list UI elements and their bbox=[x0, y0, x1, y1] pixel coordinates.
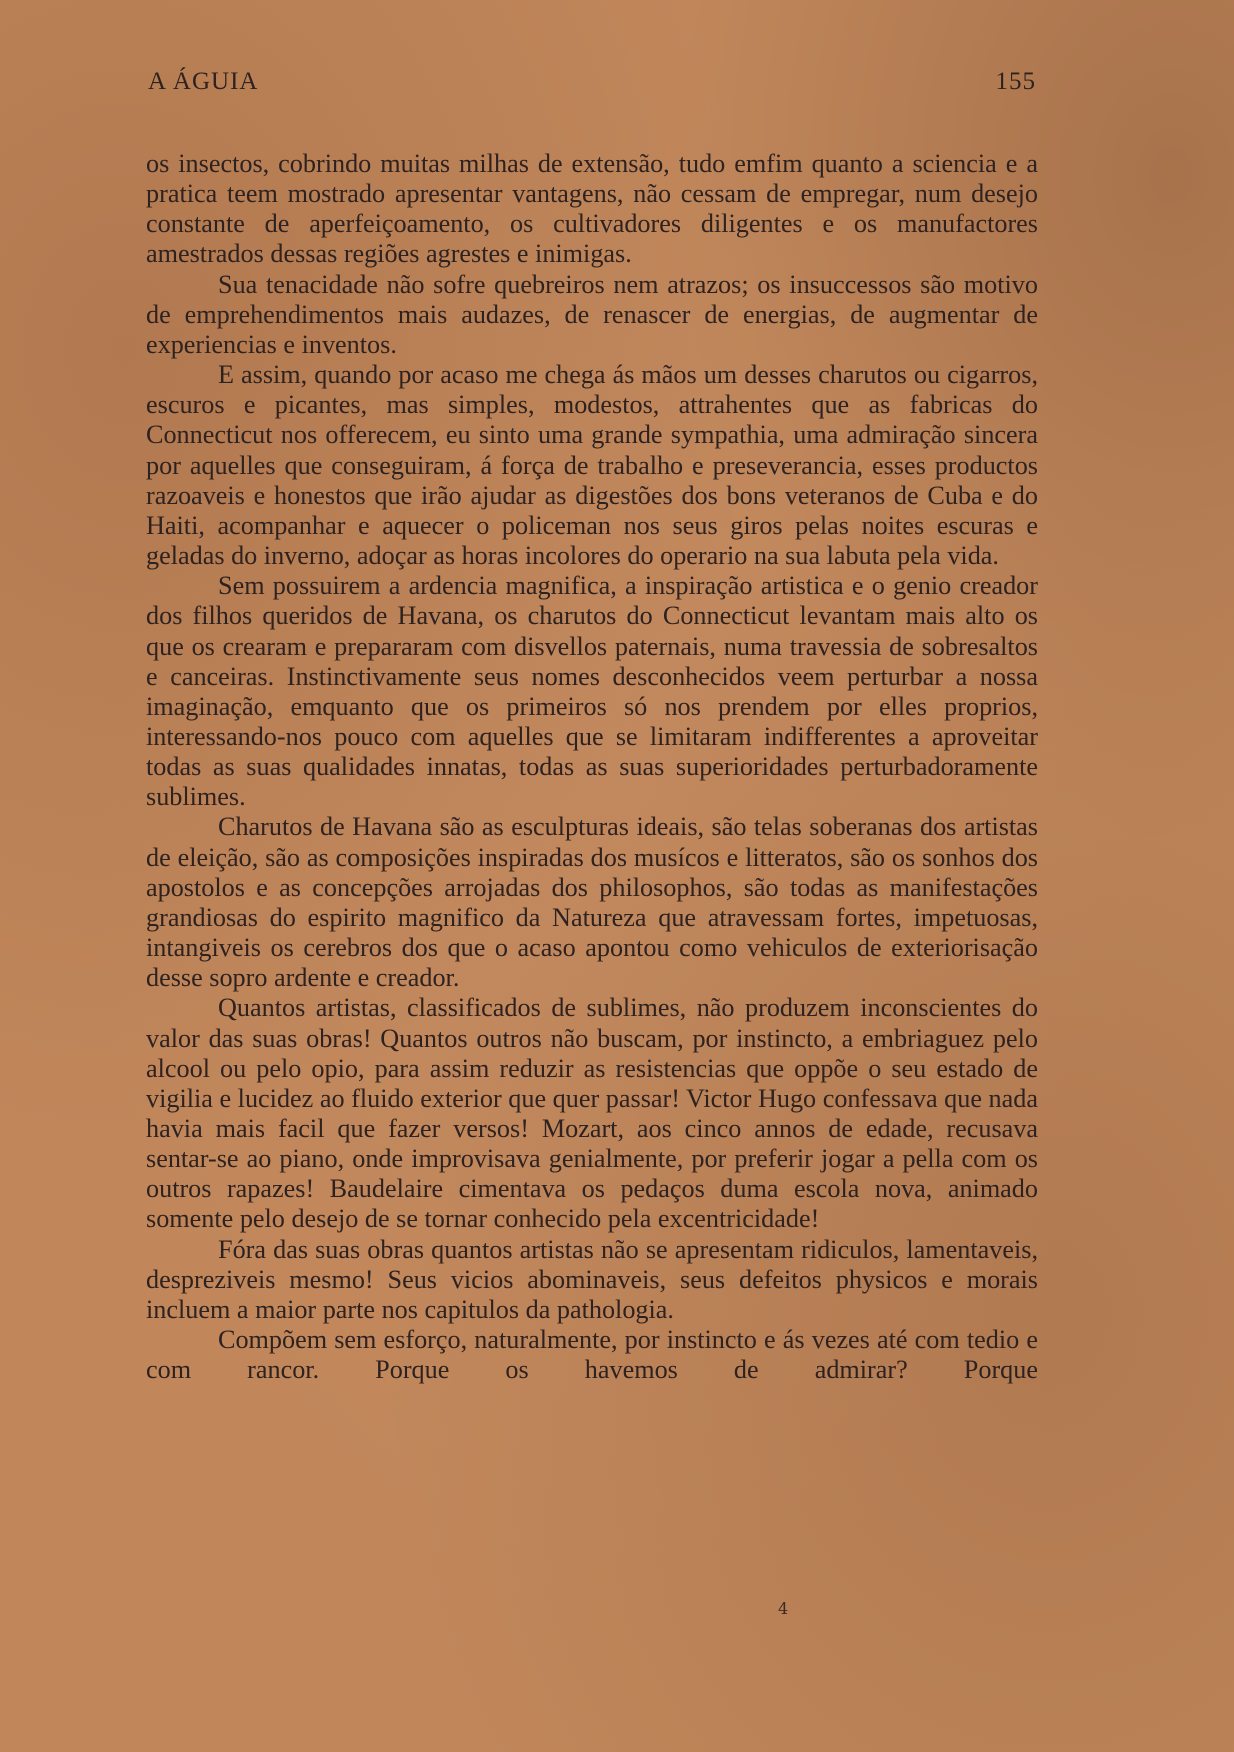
paragraph: os insectos, cobrindo muitas milhas de extensão, tudo emfim quanto a sciencia e a pratica teem mostrado apresentar vantagens, não cessam de empregar, num desejo constante de aperfeiçoamento, os cultivadores diligentes e os manufactores amestrados dessas regiões agrestes e inimigas. bbox=[146, 149, 1038, 269]
running-head bbox=[148, 68, 1036, 104]
journal-title: A ÁGUIA bbox=[148, 68, 259, 95]
paragraph: Quantos artistas, classificados de sublimes, não produzem inconscientes do valor das suas obras! Quantos outros não buscam, por instincto, a embriaguez pelo alcool ou pelo opio, para assim reduzir as resistencias que oppõe o seu estado de vigilia e lucidez ao fluido exterior que quer passar! Victor Hugo confessava que nada havia mais facil que fazer versos! Mozart, aos cinco annos de edade, recusava sentar-se ao piano, onde improvisava genialmente, por preferir jogar a pella com os outros rapazes! Baudelaire cimentava os pedaços duma escola nova, animado somente pelo desejo de se tornar conhecido pela excentricidade! bbox=[146, 993, 1038, 1234]
signature-mark: 4 bbox=[778, 1599, 789, 1618]
page-number: 155 bbox=[995, 68, 1036, 95]
paragraph: Fóra das suas obras quantos artistas não se apresentam ridiculos, lamentaveis, despreziveis mesmo! Seus vicios abominaveis, seus defeitos physicos e morais incluem a maior parte nos capitulos da pathologia. bbox=[146, 1234, 1038, 1324]
paragraph: Sua tenacidade não sofre quebreiros nem atrazos; os insuccessos são motivo de emprehendimentos mais audazes, de renascer de energias, de augmentar de experiencias e inventos. bbox=[146, 269, 1038, 359]
paragraph: Compõem sem esforço, naturalmente, por instincto e ás vezes até com tedio e com rancor. Porque os havemos de admirar? Porque bbox=[146, 1325, 1038, 1385]
paragraph: Sem possuirem a ardencia magnifica, a inspiração artistica e o genio creador dos filhos queridos de Havana, os charutos do Connecticut levantam mais alto os que os crearam e prepararam com disvellos paternais, numa travessia de sobresaltos e canceiras. Instinctivamente seus nomes desconhecidos veem perturbar a nossa imaginação, emquanto que os primeiros só nos prendem por elles proprios, interessando-nos pouco com aquelles que se limitaram indifferentes a aproveitar todas as suas qualidades innatas, todas as suas superioridades perturbadoramente sublimes. bbox=[146, 571, 1038, 812]
paragraph: E assim, quando por acaso me chega ás mãos um desses charutos ou cigarros, escuros e picantes, mas simples, modestos, attrahentes que as fabricas do Connecticut nos offerecem, eu sinto uma grande sympathia, uma admiração sincera por aquelles que conseguiram, á força de trabalho e preseverancia, esses productos razoaveis e honestos que irão ajudar as digestões dos bons veteranos de Cuba e do Haiti, acompanhar e aquecer o policeman nos seus giros pelas noites escuras e geladas do inverno, adoçar as horas incolores do operario na sua labuta pela vida. bbox=[146, 360, 1038, 571]
body-text bbox=[146, 149, 1038, 1385]
paragraph: Charutos de Havana são as esculpturas ideais, são telas soberanas dos artistas de eleição, são as composições inspiradas dos musícos e litteratos, são os sonhos dos apostolos e as concepções arrojadas dos philosophos, são todas as manifestações grandiosas do espirito magnifico da Natureza que atravessam fortes, impetuosas, intangiveis os cerebros dos que o acaso apontou como vehiculos de exteriorisação desse sopro ardente e creador. bbox=[146, 812, 1038, 993]
